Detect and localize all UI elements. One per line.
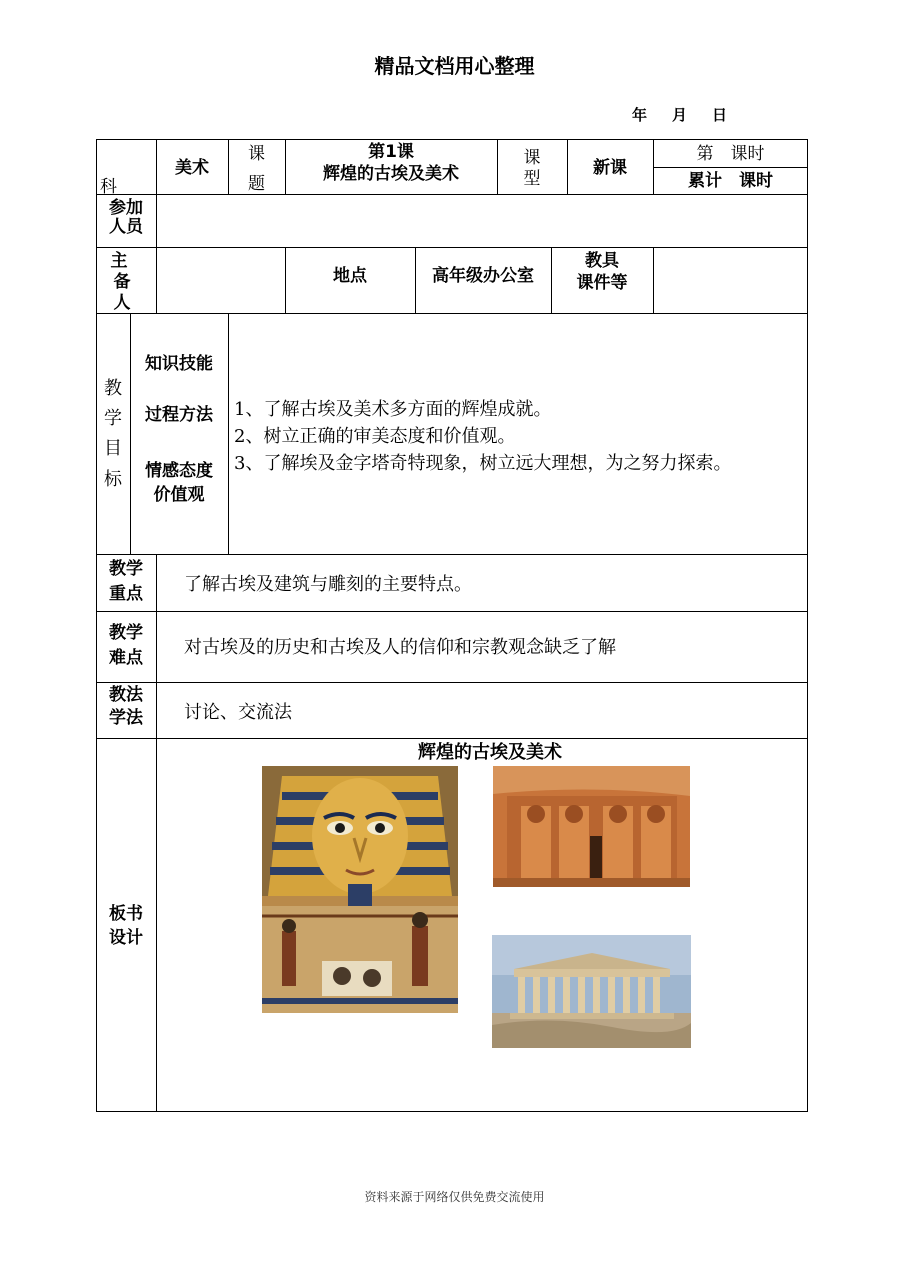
board-design-title: 辉煌的古埃及美术 [418, 742, 562, 763]
objective-category-emotion-line1: 情感态度 [145, 461, 213, 481]
lesson-label-line2: 题 [248, 174, 265, 194]
period-cumulative: 累计 课时 [688, 171, 773, 191]
subject-value: 美术 [175, 158, 209, 178]
participants-label-line1: 参加 [109, 198, 143, 218]
difficulties-label-line1: 教学 [109, 623, 143, 643]
location-value: 高年级办公室 [432, 266, 534, 286]
preparer-label-line2: 备 [113, 272, 131, 292]
date-day-label: 日 [712, 106, 728, 124]
subject-label: 科 [100, 177, 117, 197]
objective-item: 3、了解埃及金字塔奇特现象，树立远大理想，为之努力探索。 [234, 453, 732, 474]
date-year-label: 年 [632, 106, 648, 124]
objectives-label-char2: 学 [104, 408, 122, 429]
key-points-label-line2: 重点 [109, 584, 143, 604]
lesson-type-value: 新课 [593, 158, 627, 178]
date-month-label: 月 [672, 106, 688, 124]
objective-item: 2、树立正确的审美态度和价值观。 [234, 426, 516, 447]
footer-source-note: 资料来源于网络仅供免费交流使用 [364, 1190, 545, 1204]
methods-label-line2: 学法 [109, 708, 143, 728]
board-design-label-line1: 板书 [109, 904, 143, 924]
parthenon-temple-image [492, 935, 691, 1048]
objectives-label-char3: 目 [104, 438, 122, 459]
lesson-type-label-line1: 课 [523, 148, 541, 168]
board-design-label-line2: 设计 [109, 928, 143, 948]
preparer-label-line3: 人 [113, 293, 131, 313]
lesson-title: 辉煌的古埃及美术 [323, 164, 459, 184]
lesson-number: 第1课 [368, 142, 414, 162]
tutankhamun-mask-image [262, 766, 458, 1013]
location-label: 地点 [333, 266, 367, 286]
preparer-label-line1: 主 [110, 251, 128, 271]
lesson-type-label-line2: 型 [523, 169, 541, 189]
teaching-tools-label-line2: 课件等 [576, 273, 628, 293]
abu-simbel-temple-image [493, 766, 690, 887]
methods-text: 讨论、交流法 [184, 702, 292, 723]
objective-category-knowledge: 知识技能 [145, 354, 213, 374]
key-points-text: 了解古埃及建筑与雕刻的主要特点。 [184, 574, 472, 595]
methods-label-line1: 教法 [109, 685, 143, 705]
lesson-label-line1: 课 [248, 144, 265, 164]
difficulties-label-line2: 难点 [109, 648, 143, 668]
objectives-label-char4: 标 [104, 469, 122, 490]
period-count: 第 课时 [696, 144, 765, 164]
objective-category-emotion-line2: 价值观 [153, 485, 205, 505]
participants-label-line2: 人员 [109, 217, 143, 237]
difficulties-text: 对古埃及的历史和古埃及人的信仰和宗教观念缺乏了解 [184, 637, 616, 658]
objectives-label-char1: 教 [104, 378, 122, 399]
document-header-title: 精品文档用心整理 [374, 54, 535, 78]
objective-category-process: 过程方法 [145, 405, 213, 425]
teaching-tools-label-line1: 教具 [585, 251, 619, 271]
objective-item: 1、了解古埃及美术多方面的辉煌成就。 [234, 399, 552, 420]
key-points-label-line1: 教学 [109, 559, 143, 579]
